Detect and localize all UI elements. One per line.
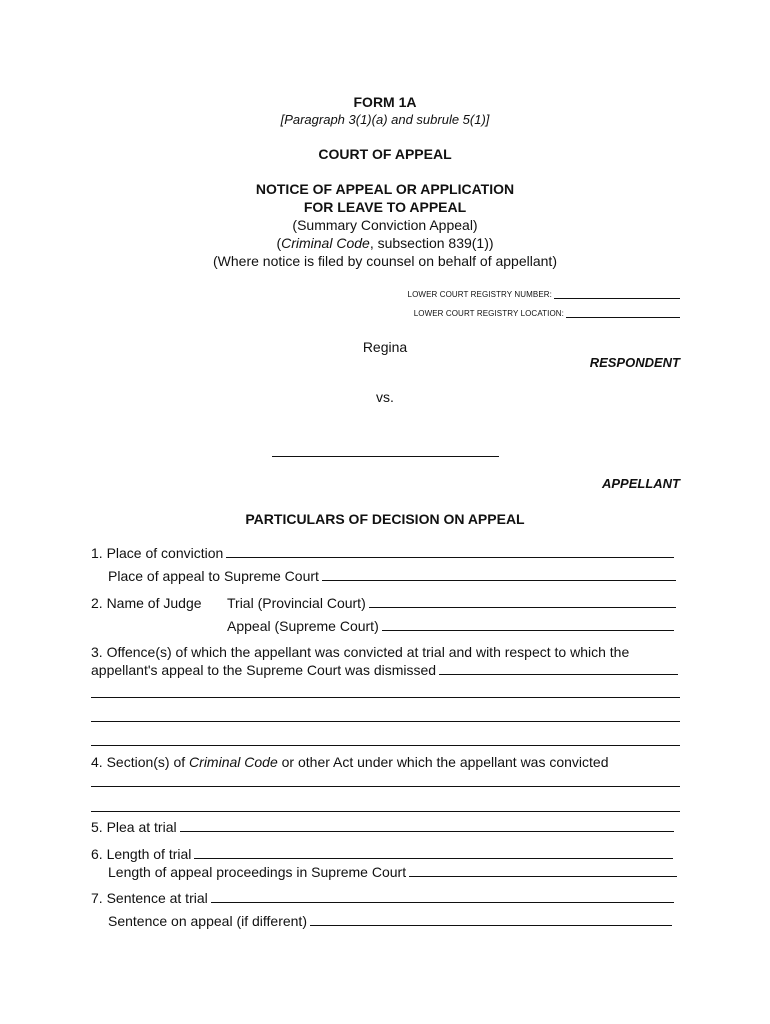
offences-field[interactable]: [439, 673, 678, 675]
registry-location-field[interactable]: [566, 309, 680, 318]
length-of-trial-field[interactable]: [194, 857, 673, 859]
respondent-name: Regina: [362, 339, 408, 355]
form-reference: [Paragraph 3(1)(a) and subrule 5(1)]: [280, 112, 490, 127]
length-of-appeal-label: Length of appeal proceedings in Supreme Court: [108, 864, 407, 880]
registry-location-label: LOWER COURT REGISTRY LOCATION:: [413, 309, 564, 318]
title-line-2: FOR LEAVE TO APPEAL: [303, 199, 467, 215]
place-of-appeal-field[interactable]: [322, 579, 676, 581]
subtitle: (Summary Conviction Appeal): [292, 217, 478, 233]
registry-number-label: LOWER COURT REGISTRY NUMBER:: [407, 290, 552, 299]
sections-line-1[interactable]: [91, 786, 680, 787]
sentence-on-appeal-field[interactable]: [310, 924, 672, 926]
registry-number-row: [408, 290, 680, 299]
statute-rest: , subsection 839(1)): [369, 235, 494, 251]
sections-label-post: or other Act under which the appellant was convicted: [277, 754, 609, 770]
particulars-heading: PARTICULARS OF DECISION ON APPEAL: [245, 511, 525, 527]
respondent-label: RESPONDENT: [589, 355, 680, 370]
offences-line-3[interactable]: [91, 745, 680, 746]
form-number: FORM 1A: [353, 94, 417, 110]
appeal-judge-row: [227, 618, 674, 634]
appellant-label: APPELLANT: [602, 476, 680, 491]
offences-line-2[interactable]: [91, 721, 680, 722]
trial-judge-label: Trial (Provincial Court): [227, 595, 366, 611]
plea-field[interactable]: [180, 830, 674, 832]
length-of-trial-row: [91, 846, 673, 862]
trial-judge-row: [227, 595, 676, 611]
court-name: COURT OF APPEAL: [318, 146, 452, 162]
sections-line-2[interactable]: [91, 811, 680, 812]
registry-location-row: [414, 309, 680, 318]
versus: vs.: [376, 389, 394, 405]
plea-row: [91, 819, 674, 835]
statute-reference: [0, 235, 770, 251]
length-of-appeal-row: [108, 864, 677, 880]
statute-italic: Criminal Code: [281, 235, 370, 251]
place-of-conviction-field[interactable]: [226, 556, 674, 558]
appeal-judge-field[interactable]: [382, 629, 674, 631]
place-of-conviction-row: [91, 545, 674, 561]
sentence-at-trial-label: 7. Sentence at trial: [91, 890, 208, 906]
registry-number-field[interactable]: [554, 290, 680, 299]
statute-open: (: [276, 235, 282, 251]
trial-judge-field[interactable]: [369, 606, 676, 608]
sections-label-italic: Criminal Code: [189, 754, 278, 770]
sentence-at-trial-field[interactable]: [211, 901, 674, 903]
title-line-1: NOTICE OF APPEAL OR APPLICATION: [255, 181, 515, 197]
length-of-appeal-field[interactable]: [409, 875, 677, 877]
filing-note: (Where notice is filed by counsel on behalf of appellant): [213, 253, 557, 269]
sentence-at-trial-row: [91, 890, 674, 906]
name-of-judge-label: 2. Name of Judge: [91, 595, 202, 611]
place-of-appeal-row: [108, 568, 676, 584]
appellant-name-field[interactable]: [272, 456, 499, 457]
plea-label: 5. Plea at trial: [91, 819, 177, 835]
length-of-trial-label: 6. Length of trial: [91, 846, 192, 862]
offences-row: [91, 662, 678, 678]
sections-label-pre: 4. Section(s) of: [91, 754, 190, 770]
sentence-on-appeal-row: [108, 913, 672, 929]
sentence-on-appeal-label: Sentence on appeal (if different): [108, 913, 307, 929]
sections-label: [91, 754, 609, 770]
offences-line-1[interactable]: [91, 697, 680, 698]
offences-label-line-1: 3. Offence(s) of which the appellant was convicted at trial and with respect to which the: [91, 644, 630, 660]
offences-label-line-2: appellant's appeal to the Supreme Court was dismissed: [91, 662, 437, 678]
place-of-appeal-label: Place of appeal to Supreme Court: [108, 568, 319, 584]
appeal-judge-label: Appeal (Supreme Court): [227, 618, 379, 634]
place-of-conviction-label: 1. Place of conviction: [91, 545, 224, 561]
